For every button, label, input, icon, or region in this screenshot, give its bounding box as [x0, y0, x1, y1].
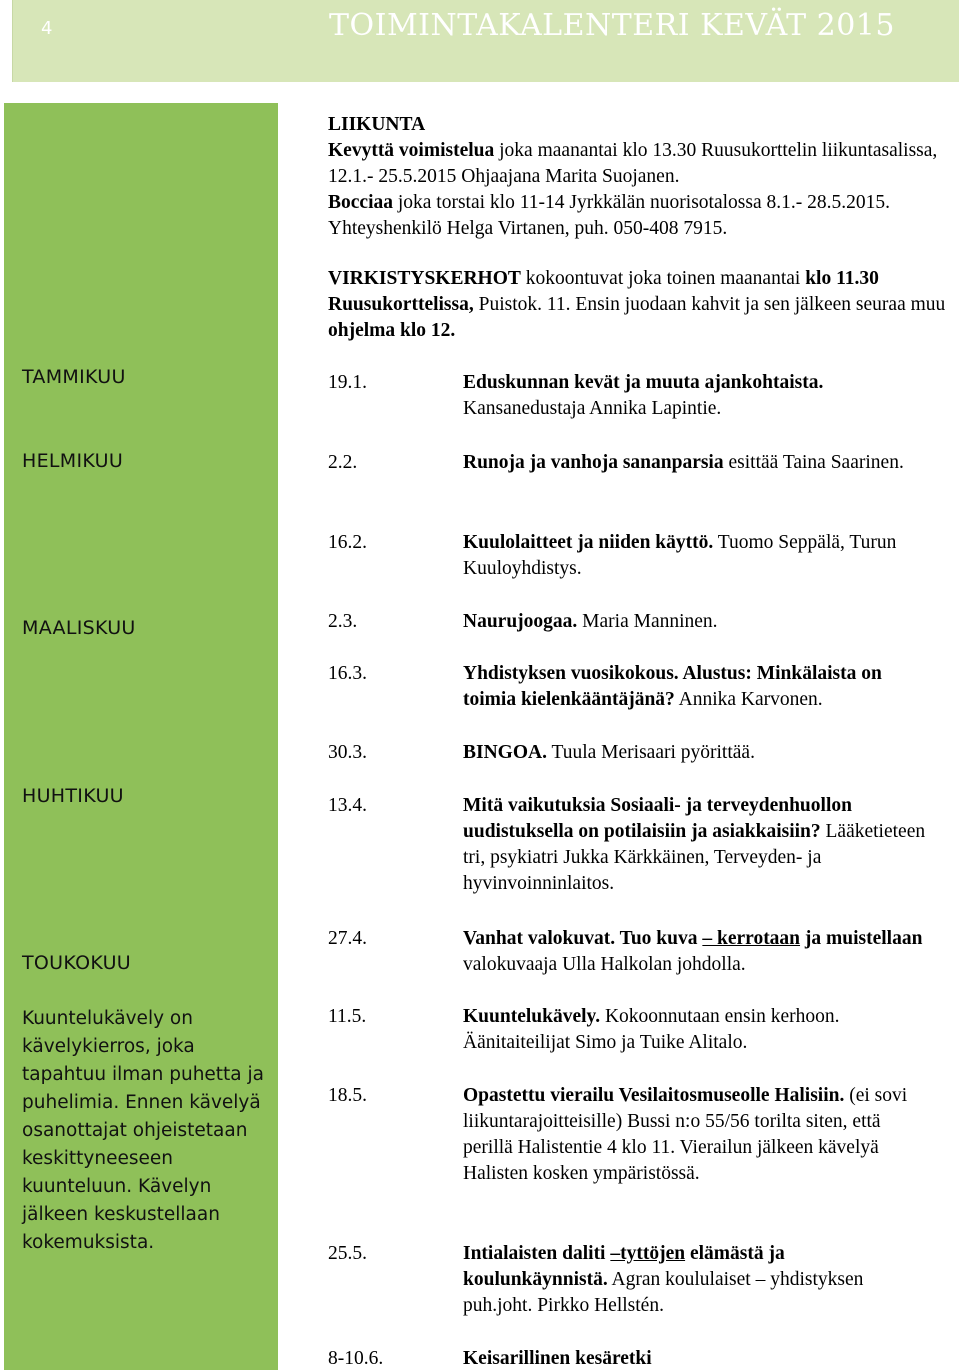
month-sidebar — [4, 103, 278, 1370]
event-date: 16.2. — [328, 532, 367, 553]
event-date: 30.3. — [328, 742, 367, 763]
page-number: 4 — [41, 18, 53, 39]
event-date: 11.5. — [328, 1006, 367, 1027]
month-label-maaliskuu: MAALISKUU — [22, 617, 136, 639]
event-text: Vanhat valokuvat. Tuo kuva – kerrotaan ja muistellaan valokuvaaja Ulla Halkolan johdolla. — [463, 928, 923, 975]
event-date: 2.2. — [328, 452, 358, 473]
event-text: Naurujoogaa. Maria Manninen. — [463, 611, 718, 632]
page-header — [12, 0, 959, 82]
event-text: Mitä vaikutuksia Sosiaali- ja terveydenhuollon uudistuksella on potilaisiin ja asiakkaisiin? Lääketieteen tri, psykiatri Jukka Kärkkäinen, Terveyden- ja hyvinvoinninlaitos. — [463, 795, 926, 894]
event-text: Eduskunnan kevät ja muuta ajankohtaista. Kansanedustaja Annika Lapintie. — [463, 372, 824, 419]
event-text: Kuuntelukävely. Kokoonnutaan ensin kerhoon. Äänitaiteilijat Simo ja Tuike Alitalo. — [463, 1006, 840, 1053]
month-label-toukokuu: TOUKOKUU — [22, 952, 132, 974]
month-label-tammikuu: TAMMIKUU — [22, 366, 126, 388]
page-title: TOIMINTAKALENTERI KEVÄT 2015 — [329, 8, 895, 43]
event-text: Keisarillinen kesäretki — [463, 1348, 652, 1369]
event-date: 2.3. — [328, 611, 358, 632]
virkistyskerhot-section: VIRKISTYSKERHOT kokoontuvat joka toinen maanantai klo 11.30 Ruusukorttelissa, Puistok. 11. Ensin juodaan kahvit ja sen jälkeen seuraa muu ohjelma klo 12. — [328, 268, 946, 341]
liikunta-heading: LIIKUNTA — [328, 114, 426, 135]
event-text: Kuulolaitteet ja niiden käyttö. Tuomo Seppälä, Turun Kuuloyhdistys. — [463, 532, 897, 579]
liikunta-boccia: Bocciaa joka torstai klo 11-14 Jyrkkälän nuorisotalossa 8.1.- 28.5.2015. Yhteyshenkilö Helga Virtanen, puh. 050-408 7915. — [328, 192, 890, 239]
event-date: 18.5. — [328, 1085, 367, 1106]
event-date: 25.5. — [328, 1243, 367, 1264]
liikunta-section — [328, 112, 948, 242]
event-date: 13.4. — [328, 795, 367, 816]
event-text: Runoja ja vanhoja sananparsia esittää Taina Saarinen. — [463, 452, 904, 473]
event-date: 19.1. — [328, 372, 367, 393]
event-date: 16.3. — [328, 663, 367, 684]
event-date: 27.4. — [328, 928, 367, 949]
event-text: Intialaisten daliti –tyttöjen elämästä ja koulunkäynnistä. Agran koululaiset – yhdistyksen puh.joht. Pirkko Hellstén. — [463, 1243, 864, 1316]
event-text: Yhdistyksen vuosikokous. Alustus: Minkälaista on toimia kielenkääntäjänä? Annika Karvonen. — [463, 663, 882, 710]
event-date: 8-10.6. — [328, 1348, 384, 1369]
event-text: BINGOA. Tuula Merisaari pyörittää. — [463, 742, 755, 763]
sidebar-note: Kuuntelukävely on kävelykierros, joka tapahtuu ilman puhetta ja puhelimia. Ennen kävelyä osanottajat ohjeistetaan keskittyneeseen kuunteluun. Kävelyn jälkeen keskustellaan kokemuksista. — [22, 1008, 264, 1253]
month-label-helmikuu: HELMIKUU — [22, 450, 124, 472]
event-text: Opastettu vierailu Vesilaitosmuseolle Halisiin. (ei sovi liikuntarajoitteisille) Bussi n:o 55/56 torilta siten, että perillä Halistentie 4 klo 11. Vierailun jälkeen kävelyä Halisten kosken ympäristössä. — [463, 1085, 908, 1184]
month-label-huhtikuu: HUHTIKUU — [22, 785, 124, 807]
liikunta-voimistelu: Kevyttä voimistelua joka maanantai klo 13.30 Ruusukorttelin liikuntasalissa, 12.1.- 25.5.2015 Ohjaajana Marita Suojanen. — [328, 140, 938, 187]
